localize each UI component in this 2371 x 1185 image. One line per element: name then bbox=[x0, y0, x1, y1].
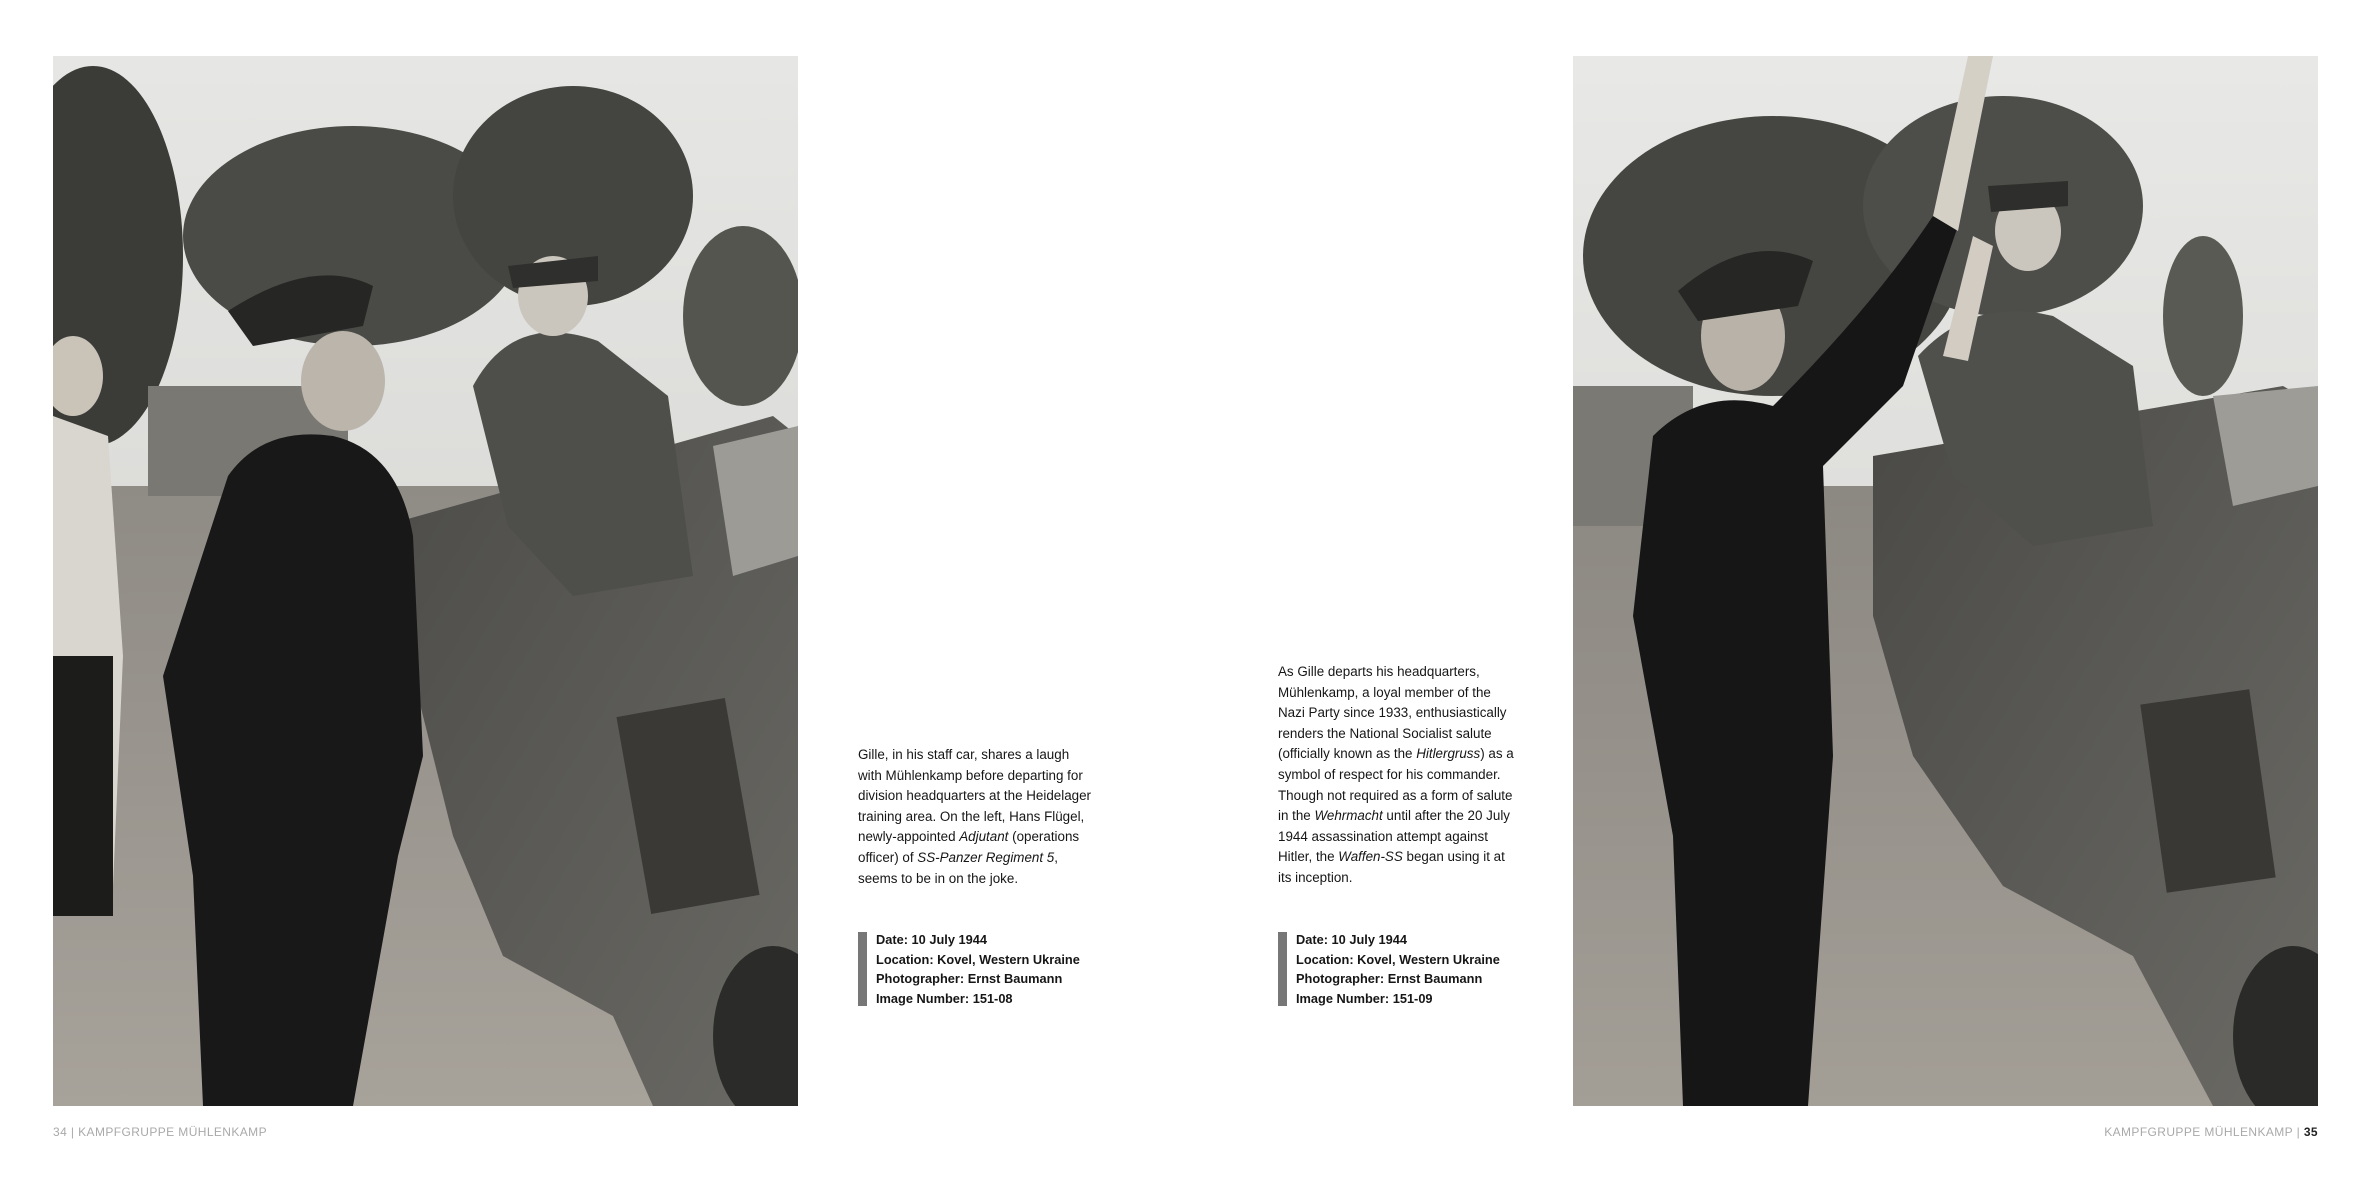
caption-italic-regiment: SS-Panzer Regiment 5 bbox=[917, 849, 1055, 865]
page-number: 34 bbox=[53, 1125, 68, 1139]
page-number: 35 bbox=[2303, 1125, 2318, 1139]
photo-left-graphic bbox=[53, 56, 798, 1106]
caption-italic-waffen-ss: Waffen-SS bbox=[1338, 849, 1403, 865]
meta-date: Date: 10 July 1944 bbox=[876, 932, 987, 947]
caption-left: Gille, in his staff car, shares a laugh with Mühlenkamp before departing for division headquarters at the Heidelager training area. On the left, Hans Flügel, newly-appointed Adjutant (operations officer) of SS-Panzer Regiment 5, seems to be in on the joke. bbox=[858, 747, 1091, 886]
meta-photographer: Photographer: Ernst Baumann bbox=[876, 971, 1063, 987]
meta-image-number: Image Number: 151-09 bbox=[1296, 990, 1433, 1006]
running-title: KAMPFGRUPPE MÜHLENKAMP bbox=[78, 1125, 267, 1139]
running-title: KAMPFGRUPPE MÜHLENKAMP bbox=[2104, 1125, 2293, 1139]
photo-salute bbox=[1573, 56, 2318, 1106]
folio-right bbox=[2104, 1125, 2318, 1139]
meta-location: Location: Kovel, Western Ukraine bbox=[876, 951, 1080, 967]
photo-staff-car-laugh bbox=[53, 56, 798, 1106]
photo-right-graphic bbox=[1573, 56, 2318, 1106]
meta-image-number: Image Number: 151-08 bbox=[876, 990, 1013, 1006]
meta-location: Location: Kovel, Western Ukraine bbox=[1296, 951, 1500, 967]
photo-metadata-right bbox=[1278, 930, 1500, 1008]
photo-metadata-left bbox=[858, 930, 1080, 1008]
folio-separator: | bbox=[2296, 1125, 2301, 1139]
caption-right: As Gille departs his headquarters, Mühlenkamp, a loyal member of the Nazi Party since 1933, enthusiastically renders the National Socialist salute (officially known as the Hitlergruss) as a symbol of respect for his commander. Though not required as a form of salute in the Wehrmacht until after the 20 July 1944 assassination attempt against Hitler, the Waffen-SS began using it at its inception. bbox=[1278, 664, 1514, 885]
folio-left bbox=[53, 1125, 267, 1139]
meta-photographer: Photographer: Ernst Baumann bbox=[1296, 971, 1483, 987]
folio-separator: | bbox=[70, 1125, 75, 1139]
meta-date: Date: 10 July 1944 bbox=[1296, 932, 1407, 947]
caption-italic-adjutant: Adjutant bbox=[959, 829, 1009, 845]
caption-italic-wehrmacht: Wehrmacht bbox=[1314, 808, 1383, 824]
caption-italic-hitlergruss: Hitlergruss bbox=[1416, 746, 1481, 762]
